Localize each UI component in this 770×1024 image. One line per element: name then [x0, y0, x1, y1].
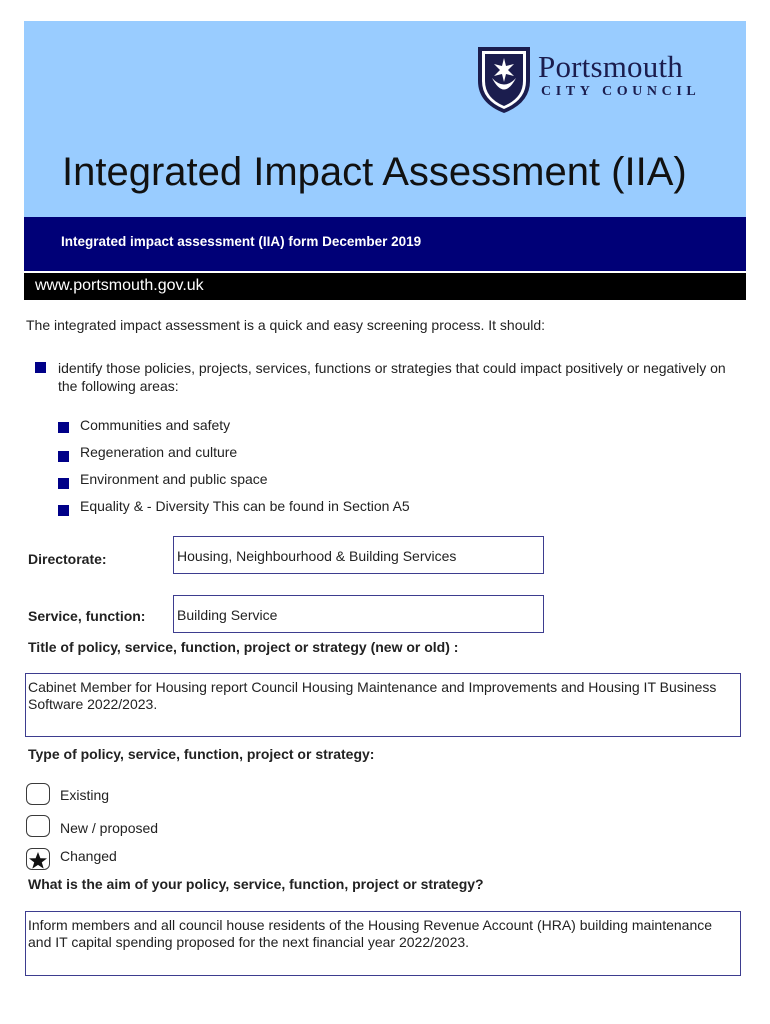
changed-radio[interactable] [26, 848, 50, 870]
directorate-value: Housing, Neighbourhood & Building Services [177, 548, 457, 564]
directorate-label: Directorate: [28, 551, 107, 567]
aim-value: Inform members and all council house residents of the Housing Revenue Account (HRA) building maintenance and IT capital spending proposed for the next financial year 2022/2023. [28, 917, 713, 950]
logo-name: Portsmouth [538, 49, 683, 84]
star-icon [27, 849, 49, 869]
aim-label: What is the aim of your policy, service, function, project or strategy? [28, 876, 484, 892]
changed-label: Changed [60, 848, 117, 864]
page-title: Integrated Impact Assessment (IIA) [62, 150, 687, 194]
service-field[interactable] [173, 595, 544, 633]
type-label: Type of policy, service, function, project or strategy: [28, 746, 375, 762]
form-subtitle: Integrated impact assessment (IIA) form December 2019 [61, 234, 422, 249]
directorate-field[interactable] [173, 536, 544, 574]
service-value: Building Service [177, 607, 278, 623]
bullet-icon [35, 362, 46, 373]
title-label: Title of policy, service, function, project or strategy (new or old) : [28, 639, 459, 655]
website-link[interactable]: www.portsmouth.gov.uk [35, 277, 204, 294]
area-item: Communities and safety [80, 417, 231, 433]
area-item: Environment and public space [80, 471, 268, 487]
logo-subtitle: CITY COUNCIL [541, 84, 701, 99]
bullet-icon [58, 478, 69, 489]
bullet-icon [58, 505, 69, 516]
aim-field[interactable] [25, 911, 741, 976]
new-proposed-label: New / proposed [60, 820, 159, 836]
main-bullet-text: identify those policies, projects, services, functions or strategies that could impact positively or negatively on the following areas: [58, 360, 726, 394]
intro-text: The integrated impact assessment is a quick and easy screening process. It should: [26, 317, 546, 333]
new-proposed-radio[interactable] [26, 815, 50, 837]
existing-label: Existing [60, 787, 110, 803]
title-value: Cabinet Member for Housing report Council Housing Maintenance and Improvements and Housing IT Business Software 2022/2023. [28, 679, 717, 712]
area-item: Equality & - Diversity This can be found in Section A5 [80, 498, 410, 514]
crescent-star-shield-icon [478, 47, 530, 113]
existing-radio[interactable] [26, 783, 50, 805]
service-label: Service, function: [28, 608, 146, 624]
bullet-icon [58, 422, 69, 433]
area-item: Regeneration and culture [80, 444, 238, 460]
title-field[interactable] [25, 673, 741, 737]
bullet-icon [58, 451, 69, 462]
